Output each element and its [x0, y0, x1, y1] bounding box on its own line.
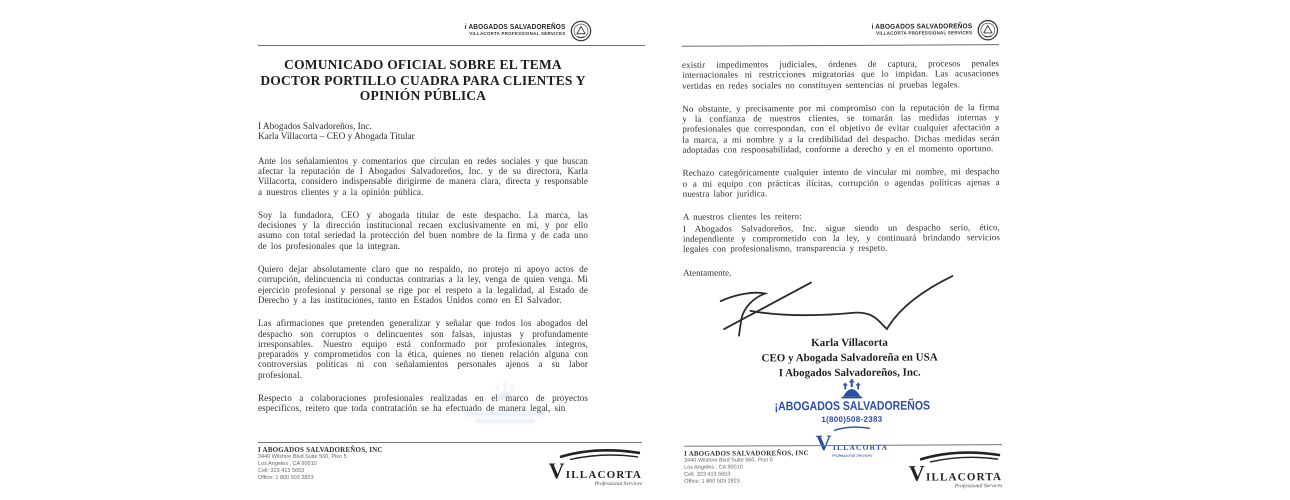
- letterhead-divider: [682, 44, 999, 47]
- letterhead-brand: i ABOGADOS SALVADOREÑOS: [464, 24, 565, 32]
- paragraph: Ante los señalamientos y comentarios que circulan en redes sociales y que buscan afectar la reputación de I Abogados Salvadoreños, Inc. y de su directora, Karla Villacorta, considero indispensable dirigirme de manera clara, directa y responsable a nuestros clientes y a la opinión pública.: [258, 155, 588, 197]
- footer-office: Office: 1 800 503 2823: [258, 475, 314, 481]
- footer-contact-block: [684, 449, 809, 486]
- letterhead: [862, 19, 999, 42]
- letterhead-brand-sub: VILLACORTA PROFESSIONAL SERVICES: [875, 31, 972, 38]
- paragraph: existir impedimentos judiciales, órdenes de captura, procesos penales internacionales ni restricciones migratorias que lo impidan. Las acusaciones vertidas en redes sociales no constituyen sentencias ni pruebas legales.: [682, 58, 1000, 91]
- coat-of-arms-seal-icon: [570, 20, 592, 42]
- reitero-label: A nuestros clientes les reitero:: [682, 211, 802, 223]
- swoosh-icon: [556, 448, 642, 460]
- from-company: I Abogados Salvadoreños, Inc.: [258, 121, 372, 132]
- villacorta-wordmark: VILLACORTA: [908, 460, 1003, 486]
- reitero-body: I Abogados Salvadoreños, Inc. sigue siendo un despacho serio, ético, independiente y comprometido con la ley, y continuará brindando servicios legales con profesionalismo, transparencia y respeto.: [682, 221, 1000, 254]
- letterhead: [456, 20, 592, 42]
- signer-company: I Abogados Salvadoreños, Inc.: [778, 366, 921, 380]
- page-footer: [684, 444, 1002, 491]
- signer-title: CEO y Abogada Salvadoreña en USA: [761, 351, 938, 365]
- letter-page-1: [230, 0, 650, 500]
- letter-title: COMUNICADO OFICIAL SOBRE EL TEMA DOCTOR PORTILLO CUADRA PARA CLIENTES Y OPINIÓN PÚBLICA: [260, 57, 586, 103]
- page-footer: [258, 442, 642, 487]
- letterhead-brand: i ABOGADOS SALVADOREÑOS: [871, 23, 972, 32]
- blue-logo-name: ¡ABOGADOS SALVADOREÑOS: [774, 398, 930, 414]
- footer-cell: Cell: 323 413 5653: [258, 468, 305, 474]
- footer-cell: Cell: 323 413 5653: [684, 471, 731, 478]
- footer-address-1: 3440 Wilshire Blvd Suite 560, Piso 5: [684, 457, 773, 464]
- footer-company: I ABOGADOS SALVADOREÑOS, INC: [258, 446, 383, 454]
- footer-company: I ABOGADOS SALVADOREÑOS, INC: [684, 449, 809, 458]
- signature-block: [660, 335, 1006, 382]
- villacorta-tagline: Professional Services: [831, 452, 873, 459]
- letterhead-brand-sub: VILLACORTA PROFESSIONAL SERVICES: [468, 32, 565, 38]
- footer-address-2: Los Angeles , CA 90010: [684, 464, 743, 471]
- paragraph: No obstante, y precisamente por mi compromiso con la reputación de la firma y la confianza de nuestros clientes, se tomarán las medidas internas y profesionales que correspondan, con el objetivo de evitar cualquier afectación a la marca, a mi nombre y a la credibilidad del despacho. Dichas medidas serán adoptadas con responsabilidad, conforme a derecho y en el momento oportuno.: [682, 102, 1000, 155]
- footer-address-1: 3440 Wilshire Blvd Suite 560, Piso 5: [258, 454, 347, 460]
- blue-logo-phone: 1(800)508-2383: [821, 414, 883, 425]
- paragraph: Respecto a colaboraciones profesionales realizadas en el marco de proyectos específicos, reitero que toda contratación se ha efectuado de manera legal, sin: [258, 393, 588, 414]
- closing-salutation: Atentamente,: [683, 267, 732, 279]
- villacorta-wordmark: VILLACORTA: [548, 458, 642, 483]
- from-person: Karla Villacorta – CEO y Abogada Titular: [258, 132, 415, 143]
- crown-emblem-icon: [837, 377, 867, 399]
- villacorta-tagline: Professional Services: [954, 483, 1003, 490]
- paragraph: Soy la fundadora, CEO y abogada titular de este despacho. La marca, las decisiones y la dirección institucional recaen exclusivamente en mí, y por ello asumo con total seriedad la protección del buen nombre de la firma y de cada uno de los profesionales que la integran.: [258, 209, 588, 251]
- footer-contact-block: [258, 446, 383, 482]
- coat-of-arms-seal-icon: [977, 19, 999, 41]
- paragraph: Rechazo categóricamente cualquier intento de vincular mi nombre, mi despacho o a mi equipo con prácticas ilícitas, corrupción o agendas políticas ajenas a nuestra labor jurídica.: [682, 166, 1000, 199]
- letterhead-text: [871, 23, 972, 37]
- villacorta-tagline: Professional Services: [594, 481, 642, 487]
- from-block: [258, 122, 588, 143]
- footer-office: Office: 1 800 503 2823: [684, 478, 740, 485]
- handwritten-signature: [688, 265, 988, 341]
- paragraph: Las afirmaciones que pretenden generalizar y señalar que todos los abogados del despacho son corruptos o delincuentes son falsas, injustas y profundamente irresponsables. Nuestro equipo está conformado por profesionales íntegros, preparados y comprometidos con la ética, quienes no tienen relación alguna con controversias políticas ni con señalamientos personales ajenos a su labor profesional.: [258, 318, 588, 380]
- letterhead-text: [464, 24, 565, 38]
- swoosh-icon: [916, 450, 1002, 462]
- villacorta-logo: [909, 450, 1003, 489]
- letter-page-2: [659, 0, 1008, 500]
- signer-name: Karla Villacorta: [811, 336, 888, 350]
- footer-address-2: Los Angeles , CA 90010: [258, 461, 317, 467]
- villacorta-wordmark: VILLACORTA: [815, 430, 889, 456]
- paragraph: Quiero dejar absolutamente claro que no respaldo, no protejo ni apoyo actos de corrupción, delincuencia ni conductas contrarias a la ley, venga de quien venga. Mi ejercicio profesional y personal se rige por el respeto a la legalidad, al Estado de Derecho y a las instituciones, tanto en Estados Unidos como en El Salvador.: [258, 264, 588, 305]
- letterhead-divider: [258, 45, 645, 46]
- villacorta-logo: [549, 448, 642, 487]
